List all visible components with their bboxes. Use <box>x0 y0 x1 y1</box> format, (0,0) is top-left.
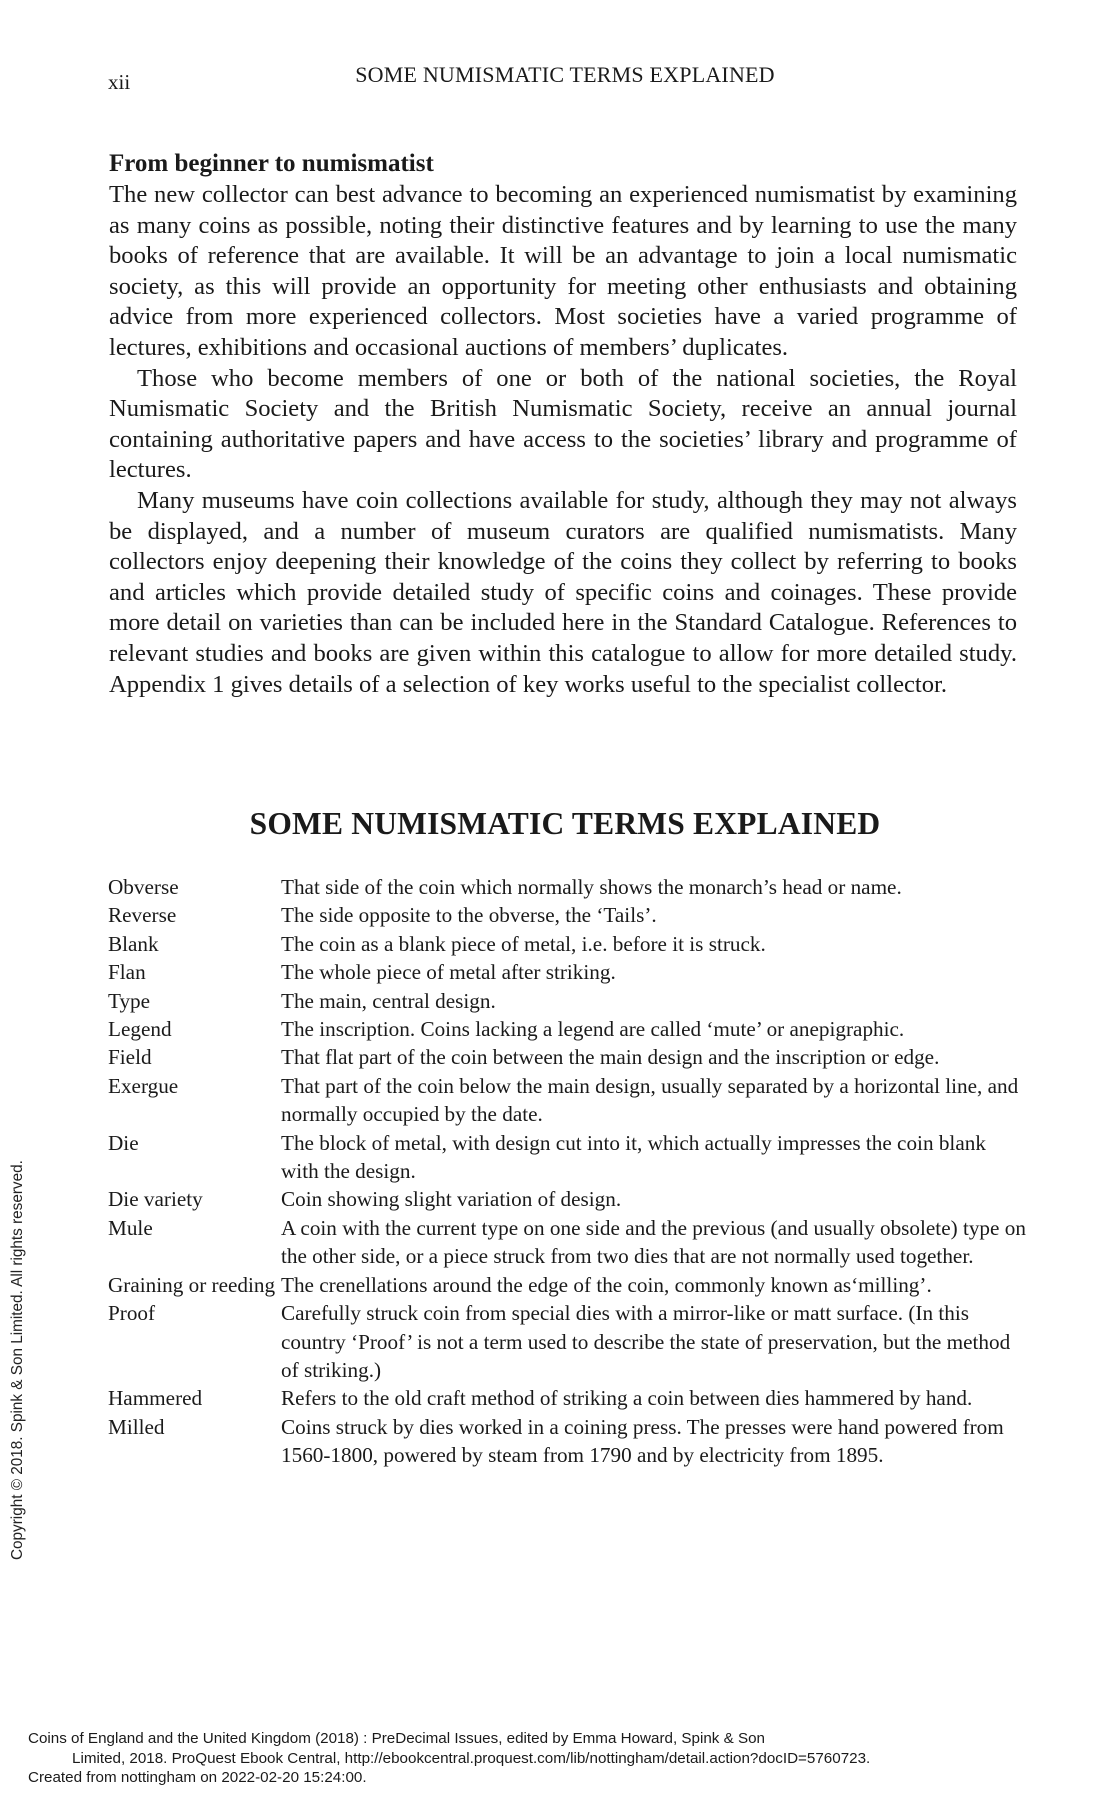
glossary-term: Flan <box>108 960 146 985</box>
glossary-row <box>108 1384 1028 1412</box>
glossary-title: SOME NUMISMATIC TERMS EXPLAINED <box>249 806 881 841</box>
copyright-notice: Copyright © 2018. Spink & Son Limited. All rights reserved. <box>9 1160 26 1560</box>
glossary-term: Milled <box>108 1414 165 1439</box>
glossary-row <box>108 1129 1028 1186</box>
glossary-row <box>108 873 1028 901</box>
glossary-definition: Refers to the old craft method of striking a coin between dies hammered by hand. <box>281 1386 973 1411</box>
glossary-definition: Carefully struck coin from special dies with a mirror-like or matt surface. (In this country ‘Proof’ is not a term used to describe the state of preservation, but the method of striking.) <box>281 1301 1011 1382</box>
glossary-definition: The inscription. Coins lacking a legend are called ‘mute’ or anepigraphic. <box>281 1017 905 1042</box>
glossary-row <box>108 1271 1028 1299</box>
glossary-term: Die variety <box>108 1187 203 1212</box>
intro-section <box>109 148 1017 700</box>
glossary-definition: The whole piece of metal after striking. <box>281 960 616 985</box>
page-number: xii <box>108 70 131 94</box>
glossary-definition: The side opposite to the obverse, the ‘Tails’. <box>281 903 657 928</box>
glossary-term: Obverse <box>108 875 179 899</box>
glossary-row <box>108 1185 1028 1213</box>
glossary-row <box>108 1015 1028 1043</box>
intro-paragraph: Those who become members of one or both of the national societies, the Royal Numismatic Society and the British Numismatic Society, receive an annual journal containing authoritative papers and have access to the societies’ library and programme of lectures. <box>109 364 1017 484</box>
source-citation-line: Created from nottingham on 2022-02-20 15:24:00. <box>28 1769 367 1787</box>
intro-heading: From beginner to numismatist <box>109 150 434 177</box>
glossary-definition: A coin with the current type on one side and the previous (and usually obsolete) type on the other side, or a piece struck from two dies that are not normally used together. <box>281 1215 1026 1269</box>
glossary-term: Proof <box>108 1301 156 1326</box>
glossary-term: Blank <box>108 931 159 956</box>
source-citation-line: Limited, 2018. ProQuest Ebook Central, http://ebookcentral.proquest.com/lib/nottingham/detail.action?docID=5760723. <box>72 1749 871 1767</box>
running-header: SOME NUMISMATIC TERMS EXPLAINED <box>355 62 775 87</box>
glossary-definition: That part of the coin below the main design, usually separated by a horizontal line, and normally occupied by the date. <box>281 1073 1019 1127</box>
glossary-row <box>108 930 1028 958</box>
glossary-row <box>108 1043 1028 1071</box>
glossary-row <box>108 1413 1028 1470</box>
glossary-term: Type <box>108 988 151 1013</box>
glossary-definition: The main, central design. <box>281 988 496 1013</box>
glossary-row <box>108 987 1028 1015</box>
glossary-term: Die <box>108 1130 139 1155</box>
source-citation <box>28 1729 870 1788</box>
glossary-definition: That flat part of the coin between the main design and the inscription or edge. <box>281 1045 940 1070</box>
source-citation-line: Coins of England and the United Kingdom (2018) : PreDecimal Issues, edited by Emma Howard, Spink & Son <box>28 1730 765 1747</box>
glossary-row <box>108 1299 1028 1384</box>
glossary-definition: Coins struck by dies worked in a coining press. The presses were hand powered from 1560-1800, powered by steam from 1790 and by electricity from 1895. <box>281 1414 1004 1468</box>
glossary-term: Field <box>108 1045 152 1070</box>
glossary-definition: That side of the coin which normally shows the monarch’s head or name. <box>281 875 902 899</box>
glossary-term: Exergue <box>108 1073 179 1098</box>
glossary-definition: The coin as a blank piece of metal, i.e. before it is struck. <box>281 931 766 956</box>
glossary-definition: The crenellations around the edge of the coin, commonly known as‘milling’. <box>281 1272 932 1297</box>
glossary-row <box>108 1072 1028 1129</box>
intro-paragraph: The new collector can best advance to becoming an experienced numismatist by examining as many coins as possible, noting their distinctive features and by learning to use the many books of reference that are available. It will be an advantage to join a local numismatic society, as this will provide an opportunity for meeting other enthusiasts and obtaining advice from more experienced collectors. Most societies have a varied programme of lectures, exhibitions and occasional auctions of members’ duplicates. <box>109 181 1017 361</box>
glossary-row <box>108 958 1028 986</box>
glossary-term: Hammered <box>108 1386 203 1411</box>
glossary-definition: The block of metal, with design cut into it, which actually impresses the coin blank with the design. <box>281 1130 986 1184</box>
glossary-list <box>108 873 1028 1470</box>
glossary-term: Reverse <box>108 903 177 928</box>
glossary-row <box>108 901 1028 929</box>
glossary-term: Legend <box>108 1017 172 1042</box>
glossary-term: Mule <box>108 1215 153 1240</box>
glossary-definition: Coin showing slight variation of design. <box>281 1187 622 1212</box>
glossary-row <box>108 1214 1028 1271</box>
glossary-term: Graining or reeding <box>108 1272 276 1297</box>
intro-paragraph: Many museums have coin collections available for study, although they may not always be displayed, and a number of museum curators are qualified numismatists. Many collectors enjoy deepening their knowledge of the coins they collect by referring to books and articles which provide detailed study of specific coins and coinages. These provide more detail on varieties than can be included here in the Standard Catalogue. References to relevant studies and books are given within this catalogue to allow for more detailed study. Appendix 1 gives details of a selection of key works useful to the specialist collector. <box>109 486 1017 698</box>
